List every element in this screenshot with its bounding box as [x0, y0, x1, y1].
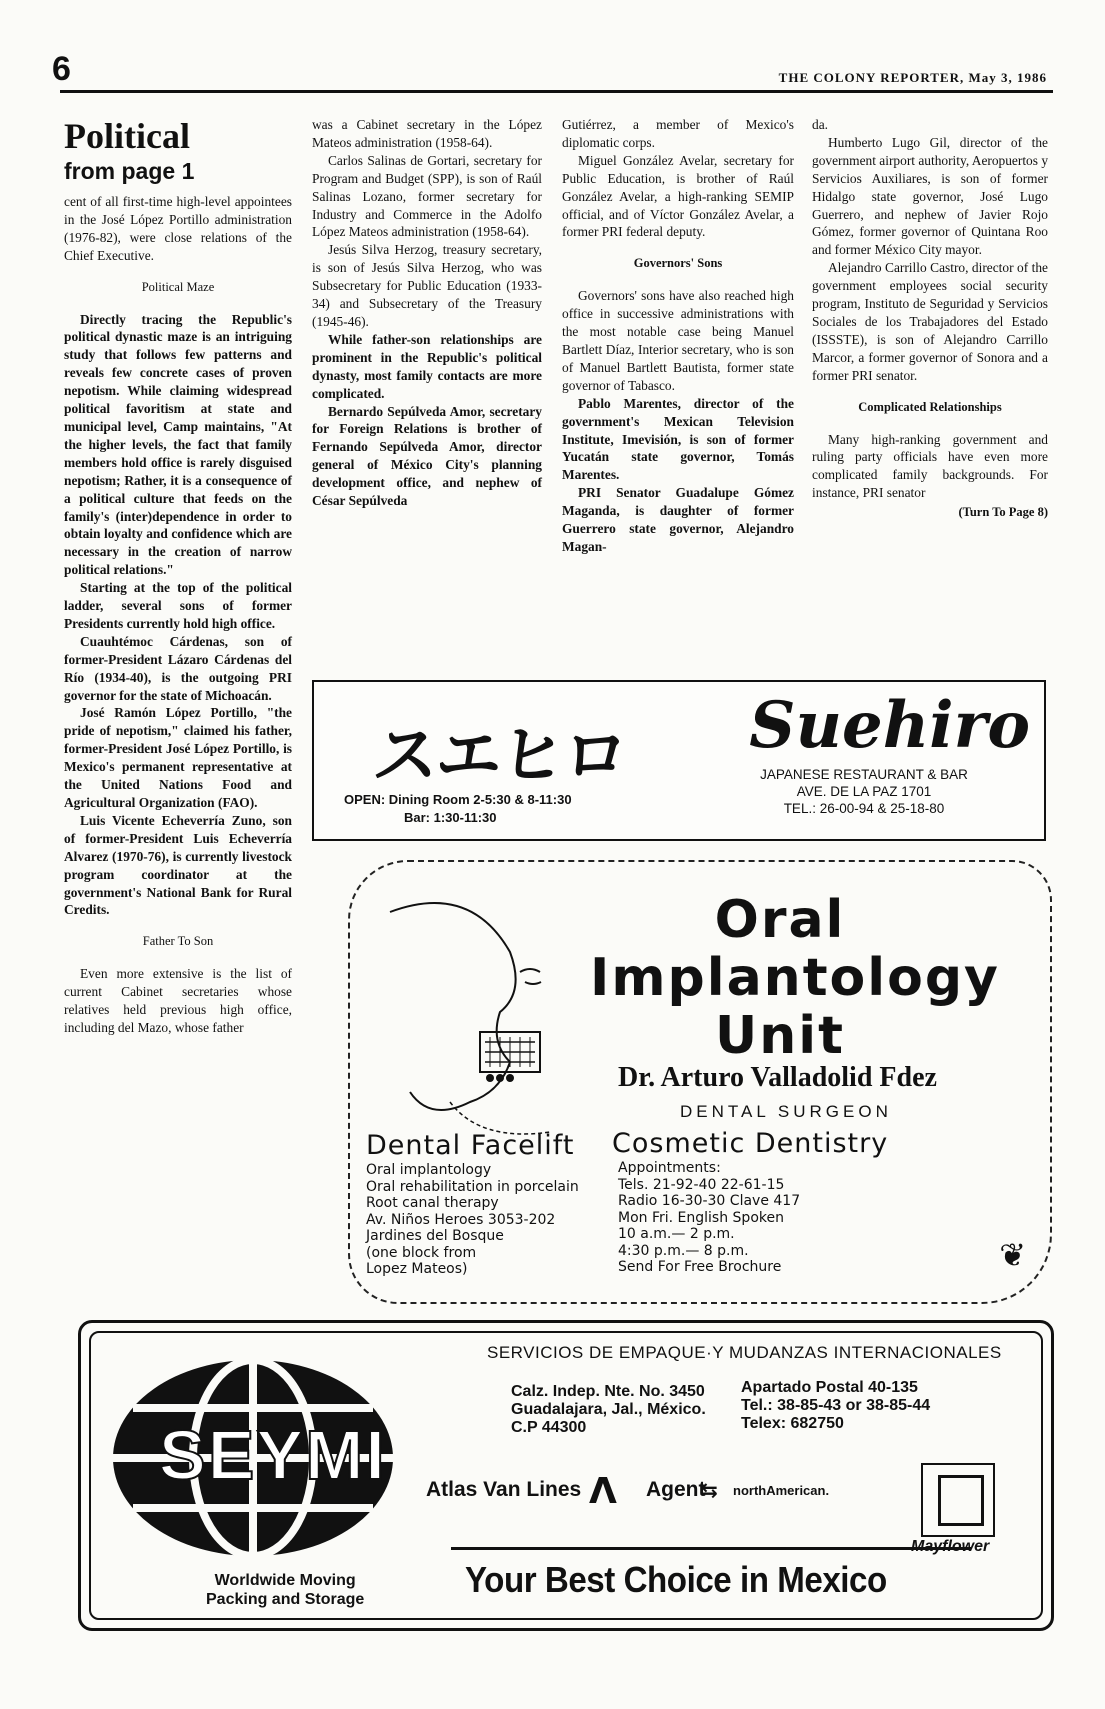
paragraph: Carlos Salinas de Gortari, secretary for Program and Budget (SPP), is son of Raúl Salinas Lozano, former secretary for Industry and Commerce in the Adolfo López Mateos administration (1958-64). [312, 152, 542, 240]
paragraph: Gutiérrez, a member of Mexico's diplomatic corps. [562, 117, 794, 150]
suehiro-bar-hours: Bar: 1:30-11:30 [404, 810, 497, 825]
paragraph: da. [812, 117, 828, 132]
list-item: Lopez Mateos) [366, 1261, 468, 1277]
ad-dental [348, 860, 1052, 1304]
dental-facelift-heading: Dental Facelift [366, 1130, 575, 1161]
list-item: Root canal therapy [366, 1195, 499, 1211]
dental-title-2: Implantology [590, 948, 1000, 1008]
paragraph: Miguel González Avelar, secretary for Public Education, is brother of Raúl González Avelar, a high-ranking SEMIP official, and of Víctor González Avelar, a former PRI federal deputy. [562, 152, 794, 240]
article-column-1 [64, 116, 292, 1037]
suehiro-logo-jp: スエヒロ [369, 717, 630, 794]
paragraph: Governors' sons have also reached high office in successive administrations with the most notable case being Manuel Bartlett Díaz, Interior secretary, who is son of Manuel Bartlett Bautista, former state governor of Tabasco. [562, 288, 794, 393]
list-item: 4:30 p.m.— 8 p.m. [618, 1242, 749, 1259]
dental-title-1: Oral [714, 890, 846, 950]
ad-suehiro [312, 680, 1046, 841]
seymi-contact [741, 1379, 930, 1433]
paragraph: was a Cabinet secretary in the López Mateos administration (1958-64). [312, 117, 542, 150]
paragraph: José Ramón López Portillo, "the pride of nepotism," claimed his father, former-President José López Portillo, is Mexico's permanent representative at the United Nations Food and Agricultural Organization (FAO). [64, 705, 292, 810]
mayflower: Mayflower [911, 1538, 990, 1555]
list-item: Oral implantology [366, 1162, 492, 1178]
contact-line: Apartado Postal 40-135 [741, 1379, 918, 1396]
dental-left-list [366, 1162, 579, 1278]
tagline-line: Packing and Storage [206, 1591, 365, 1608]
paragraph: Cuauhtémoc Cárdenas, son of former-President Lázaro Cárdenas del Río (1934-40), is the outgoing PRI governor for the state of Michoacán. [64, 633, 292, 703]
atlas-logo-icon: Λ [589, 1471, 617, 1512]
list-item: Send For Free Brochure [618, 1259, 782, 1275]
turn-to-page: (Turn To Page 8) [958, 505, 1048, 520]
paragraph: Alejandro Carrillo Castro, director of the government employees social security program, Instituto de Seguridad y Servicios Sociales de los Trabajadores del Estado (ISSSTE), is son of Alejandro Carrillo Marcor, a former governor of Sonora and a former PRI senator. [812, 260, 1048, 383]
paragraph: Bernardo Sepúlveda Amor, secretary for Foreign Relations is brother of Fernando Sepúlveda Amor, director general of México City's planning development office, and nephew of César Sepúlveda [312, 403, 542, 509]
suehiro-address: AVE. DE LA PAZ 1701 [796, 784, 932, 799]
list-item: Appointments: [618, 1160, 721, 1176]
paragraph: Directly tracing the Republic's political dynastic maze is an intriguing study that follows few patterns and reveals few concrete cases of proven nepotism. While claiming widespread political favoritism at state and municipal level, Camp maintains, "At the higher levels, the fact that family members hold office is rarely disguised nepotism; Rather, it is a consequence of a political culture that feeds on the family's (inter)dependence in order to obtain loyalty and confidence which are necessary in the creation of narrow political relations." [64, 311, 292, 578]
list-item: Tels. 21-92-40 22-61-15 [618, 1176, 785, 1193]
atlas-van-lines: Atlas Van Lines [426, 1478, 582, 1501]
dental-right-list [618, 1160, 800, 1276]
suehiro-logo-name: Suehiro [749, 688, 1030, 763]
address-line: C.P 44300 [511, 1419, 587, 1436]
seymi-services: SERVICIOS DE EMPAQUE·Y MUDANZAS INTERNACIONALES [487, 1343, 1002, 1362]
seymi-logo: SEYMI [159, 1416, 387, 1494]
address-line: Guadalajara, Jal., México. [511, 1401, 706, 1418]
seymi-best-choice: Your Best Choice in Mexico [465, 1559, 887, 1600]
list-item: Oral rehabilitation in porcelain [366, 1178, 579, 1195]
list-item: Jardines del Bosque [366, 1228, 504, 1244]
list-item: (one block from [366, 1244, 477, 1261]
paragraph: Even more extensive is the list of current Cabinet secretaries whose relatives held previous high office, including del Mazo, whose father [64, 966, 292, 1035]
dental-title-3: Unit [715, 1006, 845, 1066]
article-column-4 [812, 116, 1048, 522]
seymi-address [511, 1383, 706, 1437]
page-number: 6 [52, 50, 71, 88]
header-publication: THE COLONY REPORTER, May 3, 1986 [778, 70, 1047, 85]
list-item: Mon Fri. English Spoken [618, 1209, 784, 1226]
dental-surgeon: DENTAL SURGEON [680, 1102, 892, 1121]
paragraph: While father-son relationships are prominent in the Republic's political dynasty, most family contacts are more complicated. [312, 331, 542, 401]
paragraph: Many high-ranking government and ruling party officials have even more complicated family backgrounds. For instance, PRI senator [812, 431, 1048, 501]
subheading: Complicated Relationships [858, 399, 1002, 414]
suehiro-hours: OPEN: Dining Room 2-5:30 & 8-11:30 [344, 792, 572, 807]
paragraph: Luis Vicente Echeverría Zuno, son of former-President Luis Echeverría Alvarez (1970-76), is currently livestock program coordinator at the government's National Bank for Rural Credits. [64, 812, 292, 918]
header-rule [60, 90, 1053, 93]
paragraph: Humberto Lugo Gil, director of the government airport authority, Aeropuertos y Servicios Auxiliares, is son of former Hidalgo state governor, José Lugo Guerrero, and nephew of Javier Rojo Gómez, former governor of Quintana Roo and former México City mayor. [812, 134, 1049, 258]
list-item: Radio 16-30-30 Clave 417 [618, 1193, 801, 1209]
atlas-agent: Agent [646, 1478, 706, 1501]
paragraph: Pablo Marentes, director of the government's Mexican Television Institute, Imevisión, is son of former Yucatán state governor, Tomás Marentes. [562, 395, 794, 483]
paragraph: cent of all first-time high-level appointees in the José López Portillo administration (1976-82), were close relations of the Chief Executive. [64, 194, 292, 263]
ad-seymi-rule [451, 1547, 971, 1550]
article-continued: from page 1 [64, 158, 195, 184]
leaf-ornament-icon: ❦ [999, 1237, 1026, 1273]
subheading: Political Maze [141, 279, 215, 294]
contact-line: Tel.: 38-85-43 or 38-85-44 [741, 1397, 931, 1414]
list-item: Av. Niños Heroes 3053-202 [366, 1211, 556, 1228]
dental-doctor: Dr. Arturo Valladolid Fdez [618, 1062, 937, 1093]
article-column-3 [562, 116, 794, 556]
list-item: 10 a.m.— 2 p.m. [618, 1226, 735, 1242]
suehiro-tel: TEL.: 26-00-94 & 25-18-80 [783, 801, 945, 816]
article-column-2 [312, 116, 542, 510]
suehiro-details [714, 766, 1014, 817]
mayflower-ship-icon [921, 1463, 995, 1537]
article-kicker: Political [64, 116, 190, 156]
northamerican: northAmerican. [733, 1483, 830, 1498]
ad-seymi [78, 1320, 1054, 1631]
subheading: Father To Son [142, 934, 214, 949]
address-line: Calz. Indep. Nte. No. 3450 [511, 1383, 705, 1400]
seymi-tagline [206, 1571, 364, 1609]
subheading: Governors' Sons [633, 256, 723, 271]
paragraph: Starting at the top of the political ladder, several sons of former Presidents currently hold high office. [64, 580, 292, 631]
contact-line: Telex: 682750 [741, 1415, 844, 1432]
suehiro-type: JAPANESE RESTAURANT & BAR [760, 767, 968, 782]
cosmetic-dentistry-heading: Cosmetic Dentistry [612, 1128, 889, 1159]
tagline-line: Worldwide Moving [214, 1572, 356, 1589]
paragraph: PRI Senator Guadalupe Gómez Maganda, is daughter of former Guerrero state governor, Alejandro Magan- [562, 485, 794, 554]
northamerican-logo-icon: ⇆ [701, 1478, 718, 1502]
paragraph: Jesús Silva Herzog, treasury secretary, is son of Jesús Silva Herzog, who was Subsecretary for Public Education (1933-34) and Subsecretary of the Treasury (1945-46). [312, 242, 542, 329]
